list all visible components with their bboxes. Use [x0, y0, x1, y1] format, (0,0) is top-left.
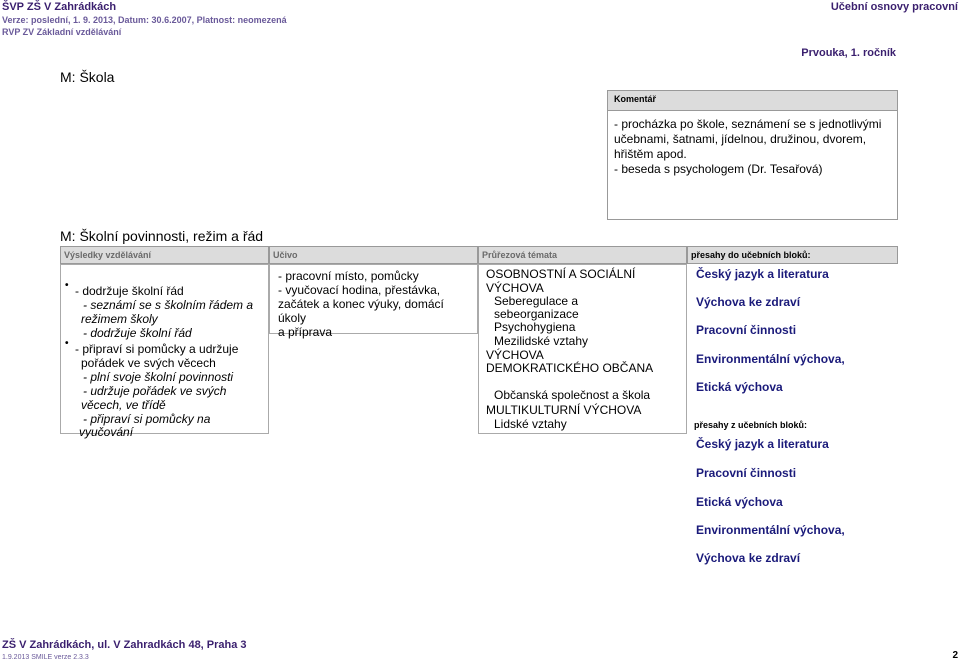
- comment-text: [608, 111, 897, 177]
- page-number: 2: [952, 650, 958, 661]
- school-title: ŠVP ZŠ V Zahrádkách: [2, 1, 117, 13]
- version-info: Verze: poslední, 1. 9. 2013, Datum: 30.6.2007, Platnost: neomezená: [2, 15, 287, 25]
- curriculum-item: - pracovní místo, pomůcky: [278, 269, 419, 283]
- overlap-from-item[interactable]: Český jazyk a literatura: [696, 437, 829, 451]
- overlap-from-item[interactable]: Etická výchova: [696, 495, 783, 509]
- outcome-detail: - seznámí se s školním řádem a: [83, 298, 254, 312]
- column-header-overlaps: přesahy do učebních bloků:: [687, 246, 898, 264]
- outcome-detail: - plní svoje školní povinnosti: [83, 370, 234, 384]
- outcome-detail: - udržuje pořádek ve svých: [83, 384, 227, 398]
- theme-item: Občanská společnost a škola: [494, 388, 651, 402]
- overlaps-column: [687, 264, 898, 574]
- section-title-duties: M: Školní povinnosti, režim a řád: [60, 228, 264, 244]
- bullet-icon: •: [65, 280, 69, 291]
- overlap-from-item[interactable]: Environmentální výchova,: [696, 523, 845, 537]
- curriculum-item: a příprava: [278, 325, 333, 339]
- theme-heading: OSOBNOSTNÍ A SOCIÁLNÍ: [486, 267, 636, 281]
- theme-item: Mezilidské vztahy: [494, 334, 589, 348]
- curriculum-item: - vyučovací hodina, přestávka,: [278, 283, 441, 297]
- curriculum-item: začátek a konec výuky, domácí úkoly: [278, 297, 444, 325]
- overlap-to-item[interactable]: Výchova ke zdraví: [696, 295, 801, 309]
- theme-item: sebeorganizace: [494, 307, 579, 321]
- theme-item: Lidské vztahy: [494, 417, 567, 431]
- outcome-item: pořádek ve svých věcech: [81, 356, 216, 370]
- overlaps-from-label: přesahy z učebních bloků:: [694, 420, 808, 430]
- document-type: Učební osnovy pracovní: [830, 1, 958, 13]
- curriculum-column: [269, 264, 478, 339]
- theme-heading: DEMOKRATICKÉHO OBČANA: [486, 361, 654, 375]
- program-info: RVP ZV Základní vzdělávání: [2, 27, 122, 37]
- outcome-detail: - dodržuje školní řád: [83, 326, 192, 340]
- comment-line: hřištěm apod.: [614, 147, 687, 161]
- overlap-to-item[interactable]: Environmentální výchova,: [696, 352, 845, 366]
- outcome-detail: věcech, ve třídě: [81, 398, 166, 412]
- outcome-item: - připraví si pomůcky a udržuje: [75, 342, 239, 356]
- outcome-detail: vyučování: [79, 425, 134, 439]
- overlap-to-item[interactable]: Etická výchova: [696, 380, 783, 394]
- outcomes-column: [60, 264, 269, 439]
- comment-line: - procházka po škole, seznámení se s jednotlivými: [614, 117, 882, 131]
- comment-label: Komentář: [608, 91, 897, 111]
- footer-software: 1.9.2013 SMILE verze 2.3.3: [2, 654, 89, 661]
- column-header-curriculum: Učivo: [269, 246, 478, 264]
- bullet-icon: •: [65, 338, 69, 349]
- theme-item: Seberegulace a: [494, 294, 579, 308]
- outcome-item: - dodržuje školní řád: [75, 284, 184, 298]
- overlap-to-item[interactable]: Český jazyk a literatura: [696, 267, 829, 281]
- column-header-outcomes: Výsledky vzdělávání: [60, 246, 269, 264]
- subject-grade: Prvouka, 1. ročník: [801, 47, 896, 59]
- overlap-to-item[interactable]: Pracovní činnosti: [696, 323, 797, 337]
- column-header-themes: Průřezová témata: [478, 246, 687, 264]
- outcome-detail: - připraví si pomůcky na: [83, 412, 211, 426]
- comment-box: [607, 90, 898, 220]
- footer-address: ZŠ V Zahrádkách, ul. V Zahradkách 48, Praha 3: [2, 639, 247, 651]
- theme-heading: MULTIKULTURNÍ VÝCHOVA: [486, 403, 642, 417]
- comment-line: učebnami, šatnami, jídelnou, družinou, dvorem,: [614, 132, 867, 146]
- theme-heading: VÝCHOVA: [486, 348, 544, 362]
- overlap-from-item[interactable]: Výchova ke zdraví: [696, 551, 801, 565]
- overlap-from-item[interactable]: Pracovní činnosti: [696, 466, 797, 480]
- outcome-detail: režimem školy: [81, 312, 158, 326]
- section-title-school: M: Škola: [60, 69, 115, 85]
- comment-line: - beseda s psychologem (Dr. Tesařová): [614, 162, 823, 176]
- theme-heading: VÝCHOVA: [486, 281, 544, 295]
- themes-column: [478, 264, 687, 434]
- theme-item: Psychohygiena: [494, 320, 576, 334]
